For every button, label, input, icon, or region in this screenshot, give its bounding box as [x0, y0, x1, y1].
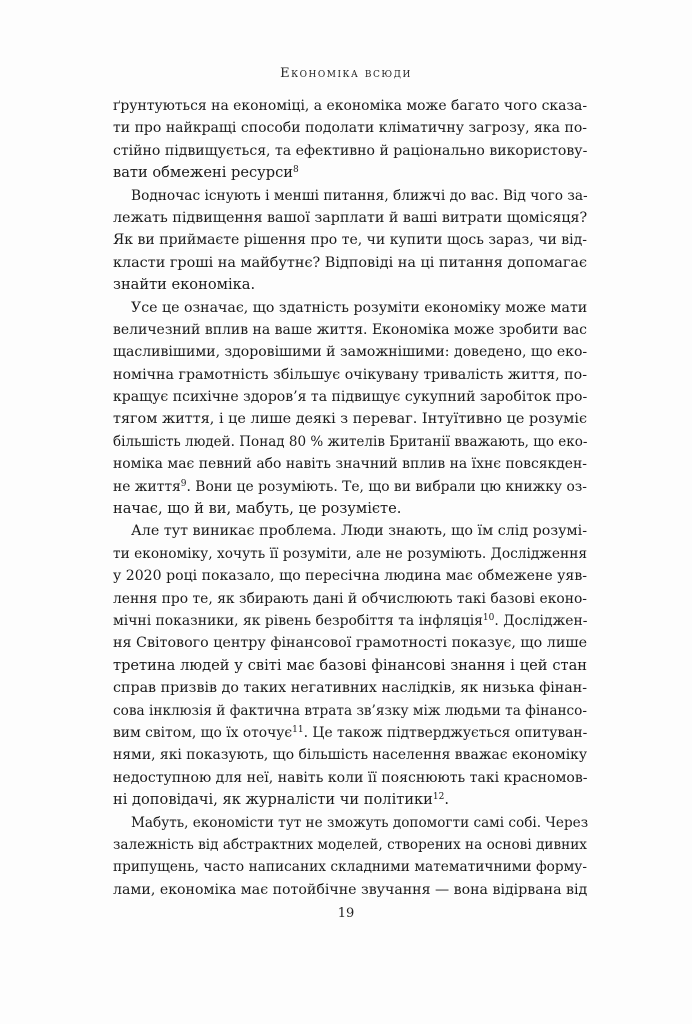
text-line: більшість людей. Понад 80 % жителів Британії вважають, що еко- — [113, 433, 588, 450]
text-segment: вати обмежені ресурси — [113, 164, 293, 182]
text-line: начає, що й ви, мабуть, це розумієте. — [113, 500, 402, 518]
text-line: знайти економіка. — [113, 276, 256, 294]
text-segment: мічні показники, як рівень безробіття та інфляція — [113, 612, 483, 629]
text-line: мічні показники, як рівень безробіття та інфляція$^{10}$. Досліджен- — [113, 612, 588, 629]
text-segment: вим світом, що їх оточує — [113, 724, 293, 741]
page-number: 19 — [337, 906, 355, 921]
text-line: класти гроші на майбутнє? Відповіді на ці питання допомагає — [113, 254, 588, 271]
text-line: стійно підвищується, та ефективно й раціонально використову- — [113, 142, 588, 159]
text-line: у 2020 році показало, що пересічна людина має обмежене уяв- — [113, 568, 587, 585]
text-line: Водночас існують і менші питання, ближчі до вас. Від чого за- — [131, 187, 588, 204]
text-line: лежать підвищення вашої зарплати й ваші витрати щомісяця? — [113, 209, 588, 226]
text-segment: Вони це розуміють. Те, що ви вибрали цю книжку оз- — [195, 478, 587, 495]
footnote-ref: 12 — [432, 792, 445, 803]
text-line: номічна грамотність збільшує очікувану тривалість життя, по- — [113, 366, 587, 383]
text-segment: ні доповідачі, як журналісти чи політики — [113, 791, 433, 809]
text-line: сова інклюзія й фактична втрата зв’язку між людьми та фінансо- — [113, 702, 587, 719]
text-segment: не життя — [113, 478, 181, 495]
footnote-ref: 10 — [482, 612, 495, 623]
text-line: недоступною для неї, навіть коли її пояснюють такі красномов- — [113, 769, 588, 786]
text-line: справ призвів до таких негативних наслідків, як низька фінан- — [113, 680, 588, 697]
footnote-ref: 9 — [180, 478, 187, 489]
text-line: номіка має певний або навіть значний вплив на їхнє повсякден- — [113, 456, 587, 473]
body-text — [113, 95, 587, 901]
text-line: ти економіку, хочуть її розуміти, але не розуміють. Дослідження — [113, 545, 587, 562]
text-line: кращує психічне здоров’я та підвищує сукупний заробіток про- — [113, 389, 588, 406]
text-segment: Це також підтверджується опитуван- — [312, 724, 588, 741]
text-line: щасливішими, здоровішими й заможнішими: доведено, що еко- — [113, 344, 588, 361]
text-line: ти про найкращі способи подолати кліматичну загрозу, яка по- — [113, 120, 587, 137]
text-line — [113, 162, 587, 184]
text-line: ні доповідачі, як журналісти чи політики$^{12}$. — [113, 791, 449, 809]
text-line: величезний вплив на ваше життя. Економіка може зробити вас — [113, 321, 587, 338]
paragraph-2 — [113, 185, 587, 297]
text-line: ґрунтуються на економіці, а економіка може багато чого сказа- — [113, 98, 588, 114]
text-segment: Досліджен- — [503, 612, 588, 629]
text-line: третина людей у світі має базові фінансові знання і цей стан — [113, 656, 587, 674]
text-line: лами, економіка має потойбічне звучання — вона відірвана від — [113, 881, 588, 898]
paragraph-4 — [113, 520, 587, 811]
footnote-ref: 8 — [293, 165, 299, 176]
paragraph-1 — [113, 95, 587, 185]
paragraph-5 — [113, 812, 587, 902]
text-line: Мабуть, економісти тут не зможуть допомогти самі собі. Через — [131, 814, 589, 831]
text-line: ня Світового центру фінансової грамотності показує, що лише — [113, 635, 588, 652]
text-line: нями, які показують, що більшість населення вважає економіку — [113, 747, 587, 764]
text-line: залежність від абстрактних моделей, створених на основі дивних — [113, 836, 587, 853]
text-line: тягом життя, і це лише деякі з переваг. Інтуїтивно це розуміє — [113, 411, 587, 428]
footnote-ref: 11 — [292, 724, 304, 735]
text-line: припущень, часто написаних складними математичними форму- — [113, 859, 587, 876]
text-line: вим світом, що їх оточує$^{11}$. Це також підтверджується опитуван- — [113, 724, 588, 741]
paragraph-3 — [113, 297, 587, 521]
text-line: Але тут виникає проблема. Люди знають, що їм слід розумі- — [131, 523, 588, 540]
text-line: Усе це означає, що здатність розуміти економіку може мати — [131, 299, 588, 316]
text-line: лення про те, як збирають дані й обчислюють такі базові еконо- — [113, 590, 587, 607]
text-line: Як ви приймаєте рішення про те, чи купити щось зараз, чи від- — [113, 232, 587, 249]
running-head: Економіка всюди — [280, 66, 412, 81]
text-line: не життя$^9$. Вони це розуміють. Те, що ви вибрали цю книжку оз- — [113, 478, 587, 495]
